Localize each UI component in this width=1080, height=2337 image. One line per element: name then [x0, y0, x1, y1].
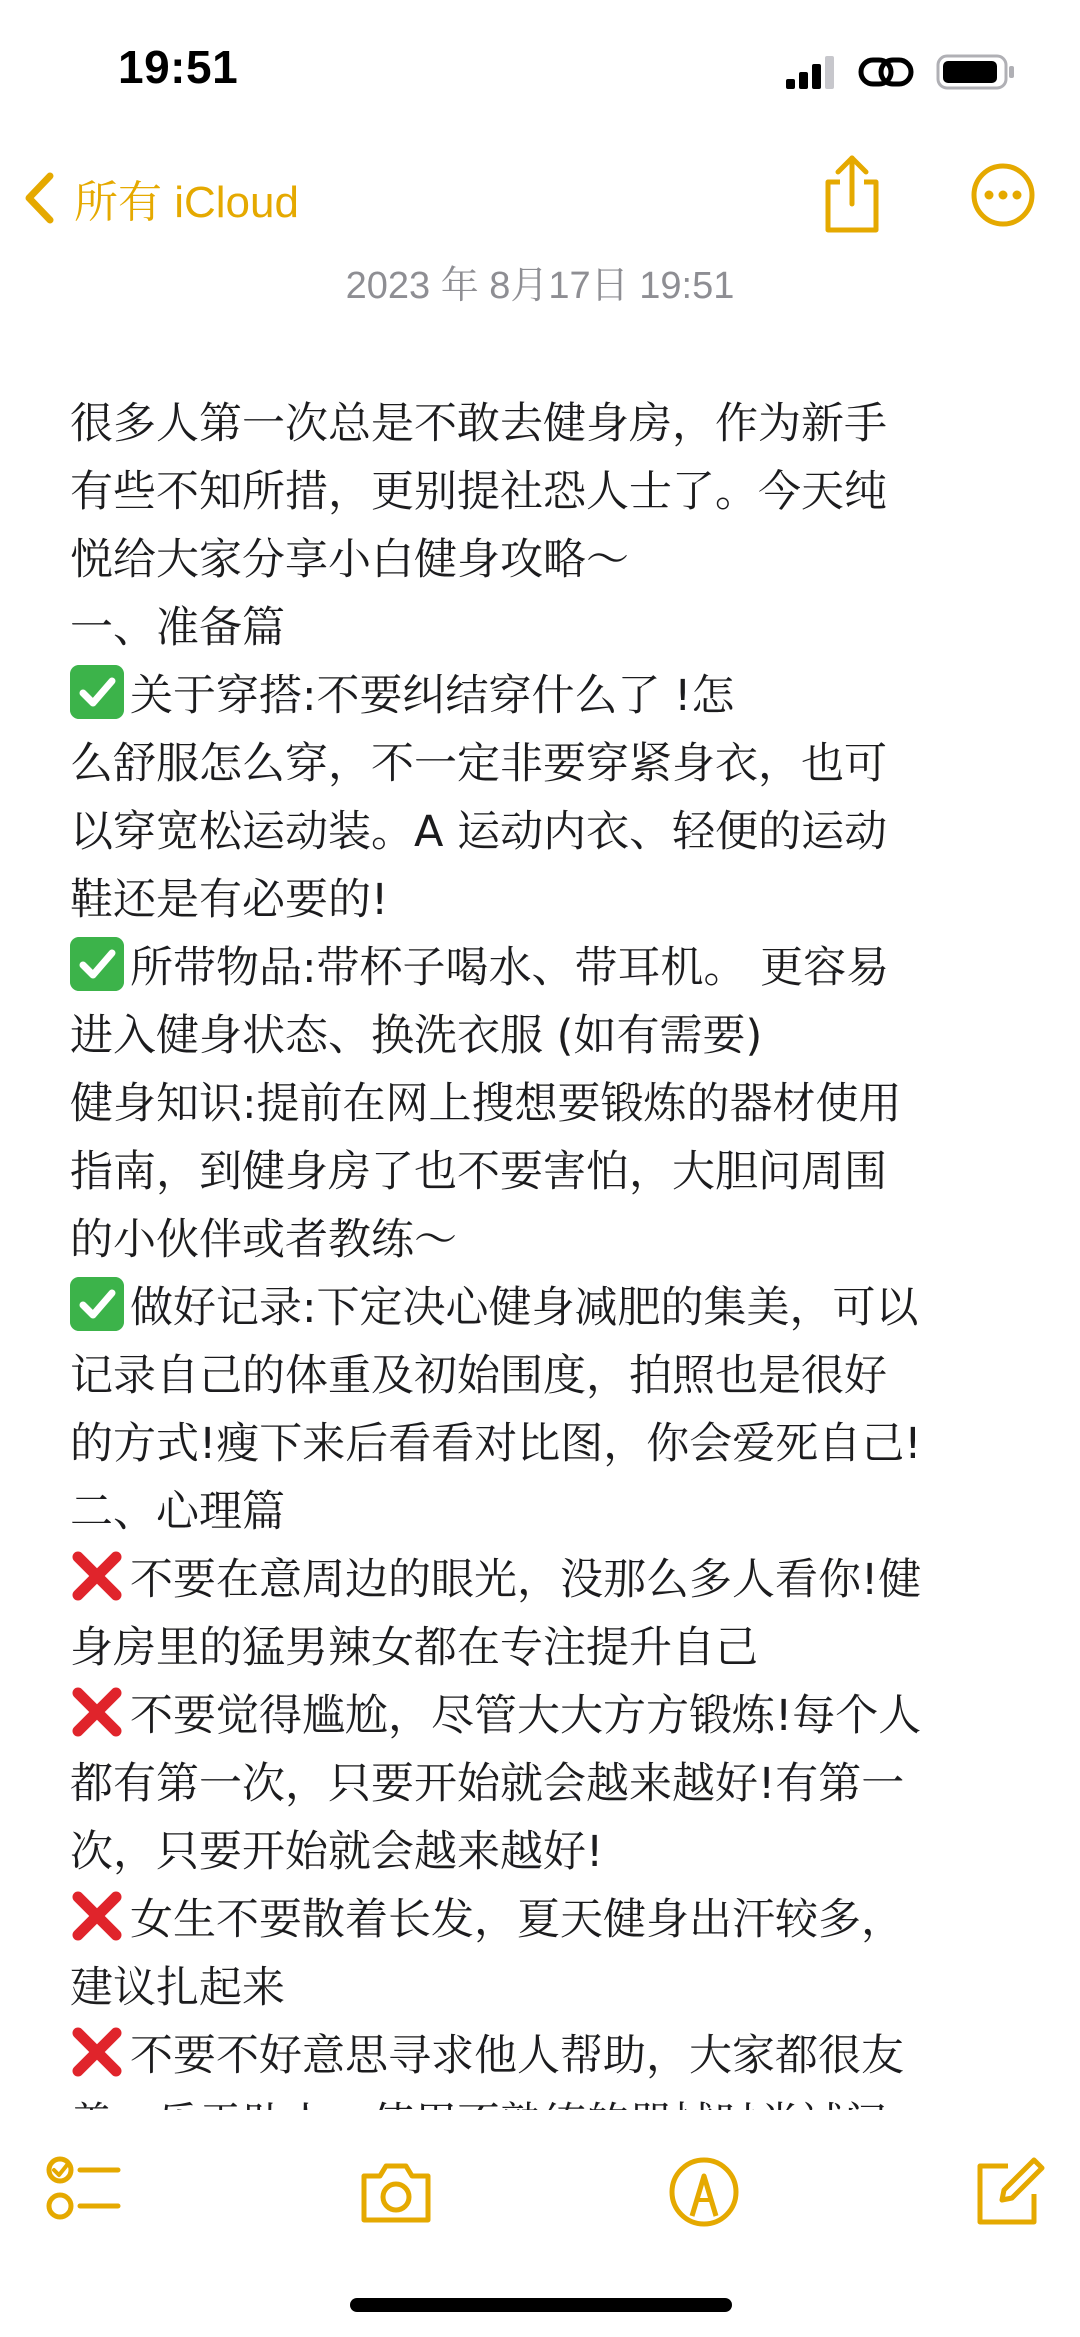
note-line-text: 记录自己的体重及初始围度，拍照也是很好 [70, 1351, 887, 1401]
camera-icon[interactable] [356, 2152, 436, 2232]
note-line-text: 不要在意周边的眼光，没那么多人看你!健 [130, 1555, 922, 1605]
note-line [70, 2022, 1030, 2090]
cross-mark-icon [70, 1889, 124, 1943]
chevron-left-icon [22, 170, 56, 226]
note-line [70, 934, 1030, 1002]
note-line-text: 的小伙伴或者教练～ [70, 1215, 457, 1265]
navigation-bar [0, 150, 1080, 250]
compose-icon[interactable] [968, 2152, 1048, 2232]
battery-icon [936, 54, 1016, 90]
note-line [70, 1138, 1030, 1206]
note-line [70, 1614, 1030, 1682]
note-line-text: 二、心理篇 [70, 1487, 285, 1537]
link-icon [858, 54, 914, 90]
back-button[interactable] [22, 160, 299, 236]
note-line-text: 不要觉得尴尬，尽管大大方方锻炼!每个人 [130, 1691, 922, 1741]
note-line-text: 有些不知所措，更别提社恐人士了。今天纯 [70, 467, 887, 517]
note-line [70, 594, 1030, 662]
note-line [70, 1546, 1030, 1614]
back-button-label: 所有 iCloud [74, 178, 299, 227]
note-line [70, 662, 1030, 730]
note-line [70, 1410, 1030, 1478]
note-line [70, 1750, 1030, 1818]
note-line [70, 1886, 1030, 1954]
status-bar [0, 0, 1080, 140]
check-mark-icon [70, 1277, 124, 1331]
note-line [70, 458, 1030, 526]
note-line-text: 都有第一次，只要开始就会越来越好!有第一 [70, 1759, 905, 1809]
note-body[interactable] [70, 390, 1030, 2110]
note-line [70, 1818, 1030, 1886]
bottom-toolbar [0, 2110, 1080, 2260]
note-line-text: 鞋还是有必要的! [70, 875, 389, 925]
note-line [70, 1342, 1030, 1410]
note-line-text: 次，只要开始就会越来越好! [70, 1827, 604, 1877]
note-line-text: 健身知识:提前在网上搜想要锻炼的器材使用 [70, 1079, 902, 1129]
note-line [70, 1682, 1030, 1750]
cross-mark-icon [70, 1685, 124, 1739]
cross-mark-icon [70, 1549, 124, 1603]
note-line [70, 1206, 1030, 1274]
share-icon[interactable] [820, 152, 884, 236]
note-line [70, 1274, 1030, 1342]
note-line-text: 很多人第一次总是不敢去健身房，作为新手 [70, 399, 887, 449]
note-line-text: 所带物品:带杯子喝水、带耳机。 更容易 [130, 943, 890, 993]
note-line [70, 1070, 1030, 1138]
status-time: 19:51 [118, 41, 239, 93]
note-line-text: 关于穿搭:不要纠结穿什么了 !怎 [130, 671, 735, 721]
note-line-text: 的方式!瘦下来后看看对比图，你会爱死自己! [70, 1419, 922, 1469]
home-indicator[interactable] [350, 2298, 732, 2312]
note-line-text: 进入健身状态、换洗衣服 (如有需要) [70, 1011, 763, 1061]
note-line [70, 730, 1030, 798]
note-line-text: 不要不好意思寻求他人帮助，大家都很友 [130, 2031, 904, 2081]
note-line-text: 做好记录:下定决心健身减肥的集美，可以 [130, 1283, 919, 1333]
note-line-text: 身房里的猛男辣女都在专注提升自己 [70, 1623, 758, 1673]
note-line [70, 526, 1030, 594]
check-mark-icon [70, 937, 124, 991]
note-line-text: 女生不要散着长发，夏天健身出汗较多， [130, 1895, 904, 1945]
note-line [70, 1002, 1030, 1070]
note-line-text: 一、准备篇 [70, 603, 285, 653]
checklist-icon[interactable] [44, 2152, 124, 2232]
note-line-text: 以穿宽松运动装。A 运动内衣、轻便的运动 [70, 807, 888, 857]
cross-mark-icon [70, 2025, 124, 2079]
note-line-text: 么舒服怎么穿，不一定非要穿紧身衣，也可 [70, 739, 887, 789]
check-mark-icon [70, 665, 124, 719]
note-line [70, 798, 1030, 866]
note-line [70, 866, 1030, 934]
note-line [70, 390, 1030, 458]
note-line [70, 1954, 1030, 2022]
status-icons [786, 52, 1016, 92]
markup-pen-icon[interactable] [664, 2152, 744, 2232]
note-date: 2023 年 8月17日 19:51 [345, 265, 735, 307]
note-line-text: 悦给大家分享小白健身攻略～ [70, 535, 629, 585]
cellular-signal-icon [786, 55, 836, 89]
note-line-text: 建议扎起来 [70, 1963, 285, 2013]
note-line [70, 1478, 1030, 1546]
more-icon[interactable] [970, 162, 1036, 228]
note-line-text: 指南，到健身房了也不要害怕，大胆问周围 [70, 1147, 887, 1197]
